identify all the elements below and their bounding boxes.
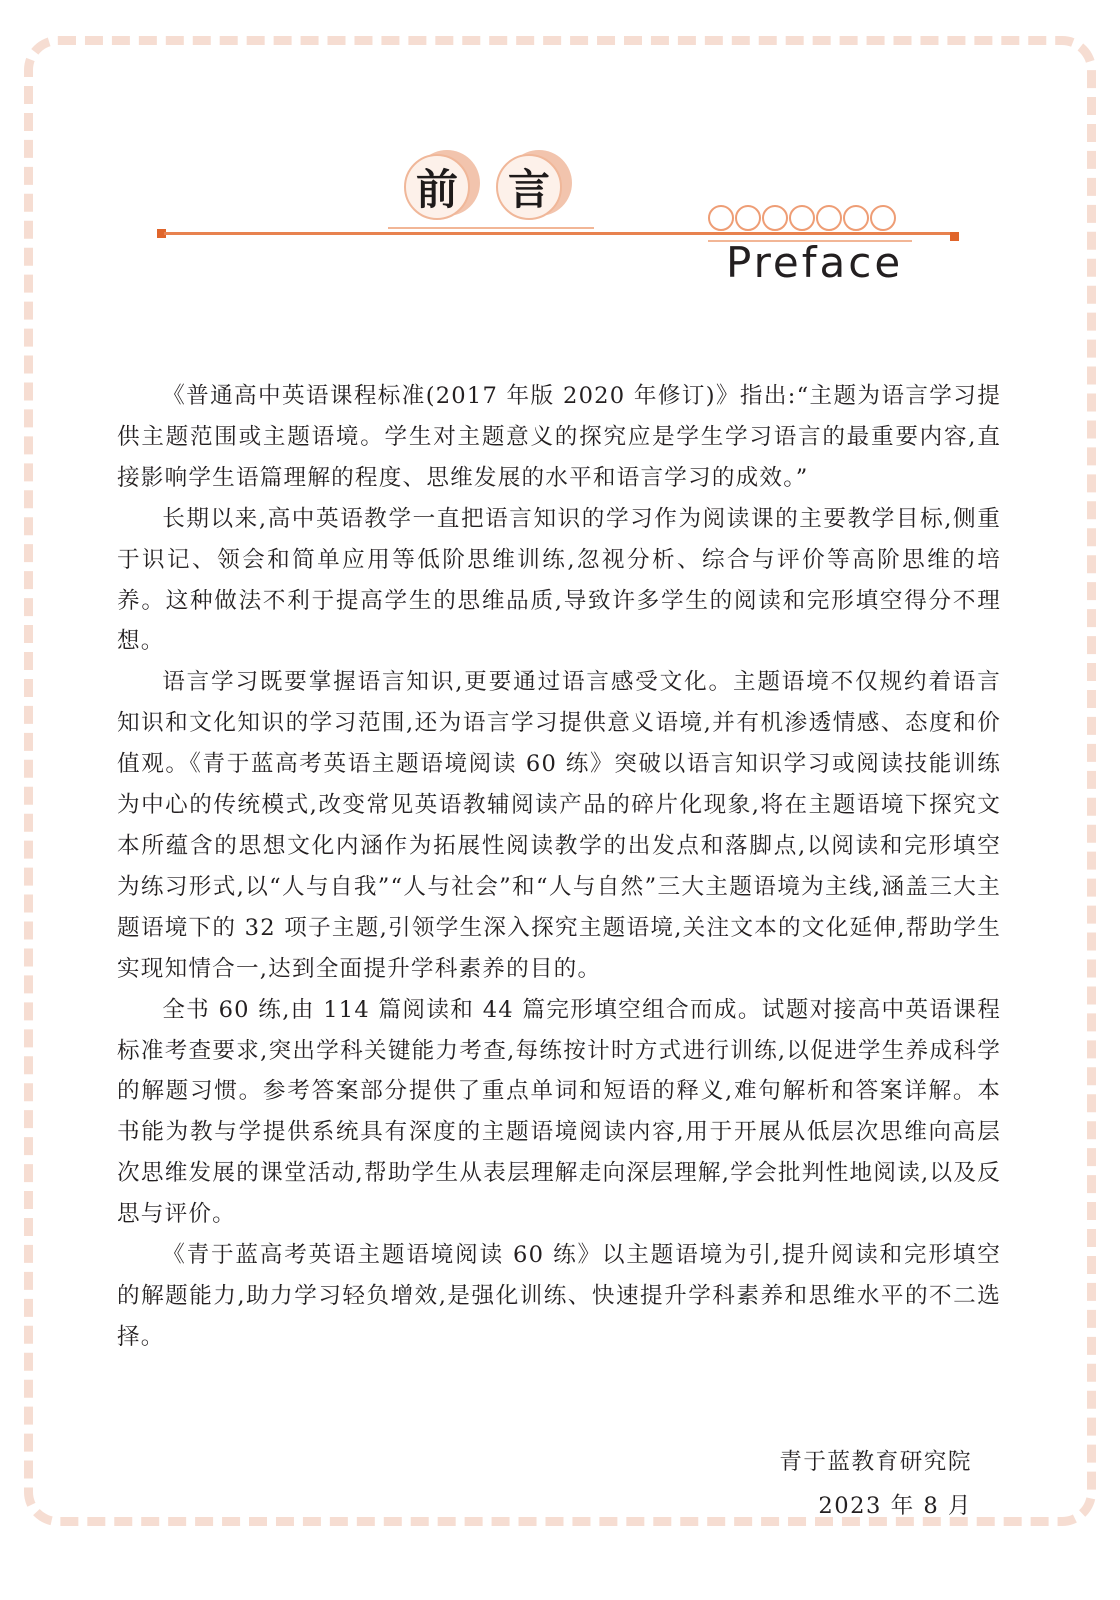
signature-date: 2023 年 8 月 <box>818 1493 972 1519</box>
paragraph: 全书 60 练,由 114 篇阅读和 44 篇完形填空组合而成。试题对接高中英语课程标准考查要求,突出学科关键能力考查,每练按计时方式进行训练,以促进学生养成科学的解题习惯。参考答案部分提供了重点单词和短语的释义,难句解析和答案详解。本书能为教与学提供系统具有深度的主题语境阅读内容,用于开展从低层次思维向高层次思维发展的课堂活动,帮助学生从表层理解走向深层理解,学会批判性地阅读,以及反思与评价。 <box>117 996 1001 1228</box>
title-rule <box>164 232 954 235</box>
preface-body <box>117 376 1001 1358</box>
paragraph: 《普通高中英语课程标准(2017 年版 2020 年修订)》指出:“主题为语言学习提供主题范围或主题语境。学生对主题意义的探究应是学生学习语言的最重要内容,直接影响学生语篇理解的程度、思维发展的水平和语言学习的成效。” <box>117 383 1001 491</box>
paragraph: 长期以来,高中英语教学一直把语言知识的学习作为阅读课的主要教学目标,侧重于识记、领会和简单应用等低阶思维训练,忽视分析、综合与评价等高阶思维的培养。这种做法不利于提高学生的思维品质,导致许多学生的阅读和完形填空得分不理想。 <box>117 505 1001 655</box>
paragraph: 《青于蓝高考英语主题语境阅读 60 练》以主题语境为引,提升阅读和完形填空的解题能力,助力学习轻负增效,是强化训练、快速提升学科素养和思维水平的不二选择。 <box>117 1242 1001 1350</box>
paragraph: 语言学习既要掌握语言知识,更要通过语言感受文化。主题语境不仅规约着语言知识和文化知识的学习范围,还为语言学习提供意义语境,并有机渗透情感、态度和价值观。《青于蓝高考英语主题语境阅读 60 练》突破以语言知识学习或阅读技能训练为中心的传统模式,改变常见英语教辅阅读产品的碎片化现象,将在主题语境下探究文本所蕴含的思想文化内涵作为拓展性阅读教学的出发点和落脚点,以阅读和完形填空为练习形式,以“人与自我”“人与社会”和“人与自然”三大主题语境为主线,涵盖三大主题语境下的 32 项子主题,引领学生深入探究主题语境,关注文本的文化延伸,帮助学生实现知情合一,达到全面提升学科素养的目的。 <box>117 669 1001 982</box>
rule-right-end <box>950 232 959 241</box>
decorative-rings <box>708 205 897 231</box>
ring-icon <box>843 205 869 231</box>
ring-icon <box>789 205 815 231</box>
title-underline <box>388 227 594 229</box>
signature-organization: 青于蓝教育研究院 <box>779 1449 972 1475</box>
ring-icon <box>816 205 842 231</box>
ring-icon <box>870 205 896 231</box>
title-char-1: 前 <box>404 154 470 220</box>
ring-icon <box>708 205 734 231</box>
ring-icon <box>735 205 761 231</box>
title-char-2: 言 <box>496 154 562 220</box>
title-badge-2 <box>496 150 570 224</box>
title-badge-1 <box>404 150 478 224</box>
ring-icon <box>762 205 788 231</box>
preface-subtitle: Preface <box>726 238 904 287</box>
signature-block <box>779 1440 972 1528</box>
